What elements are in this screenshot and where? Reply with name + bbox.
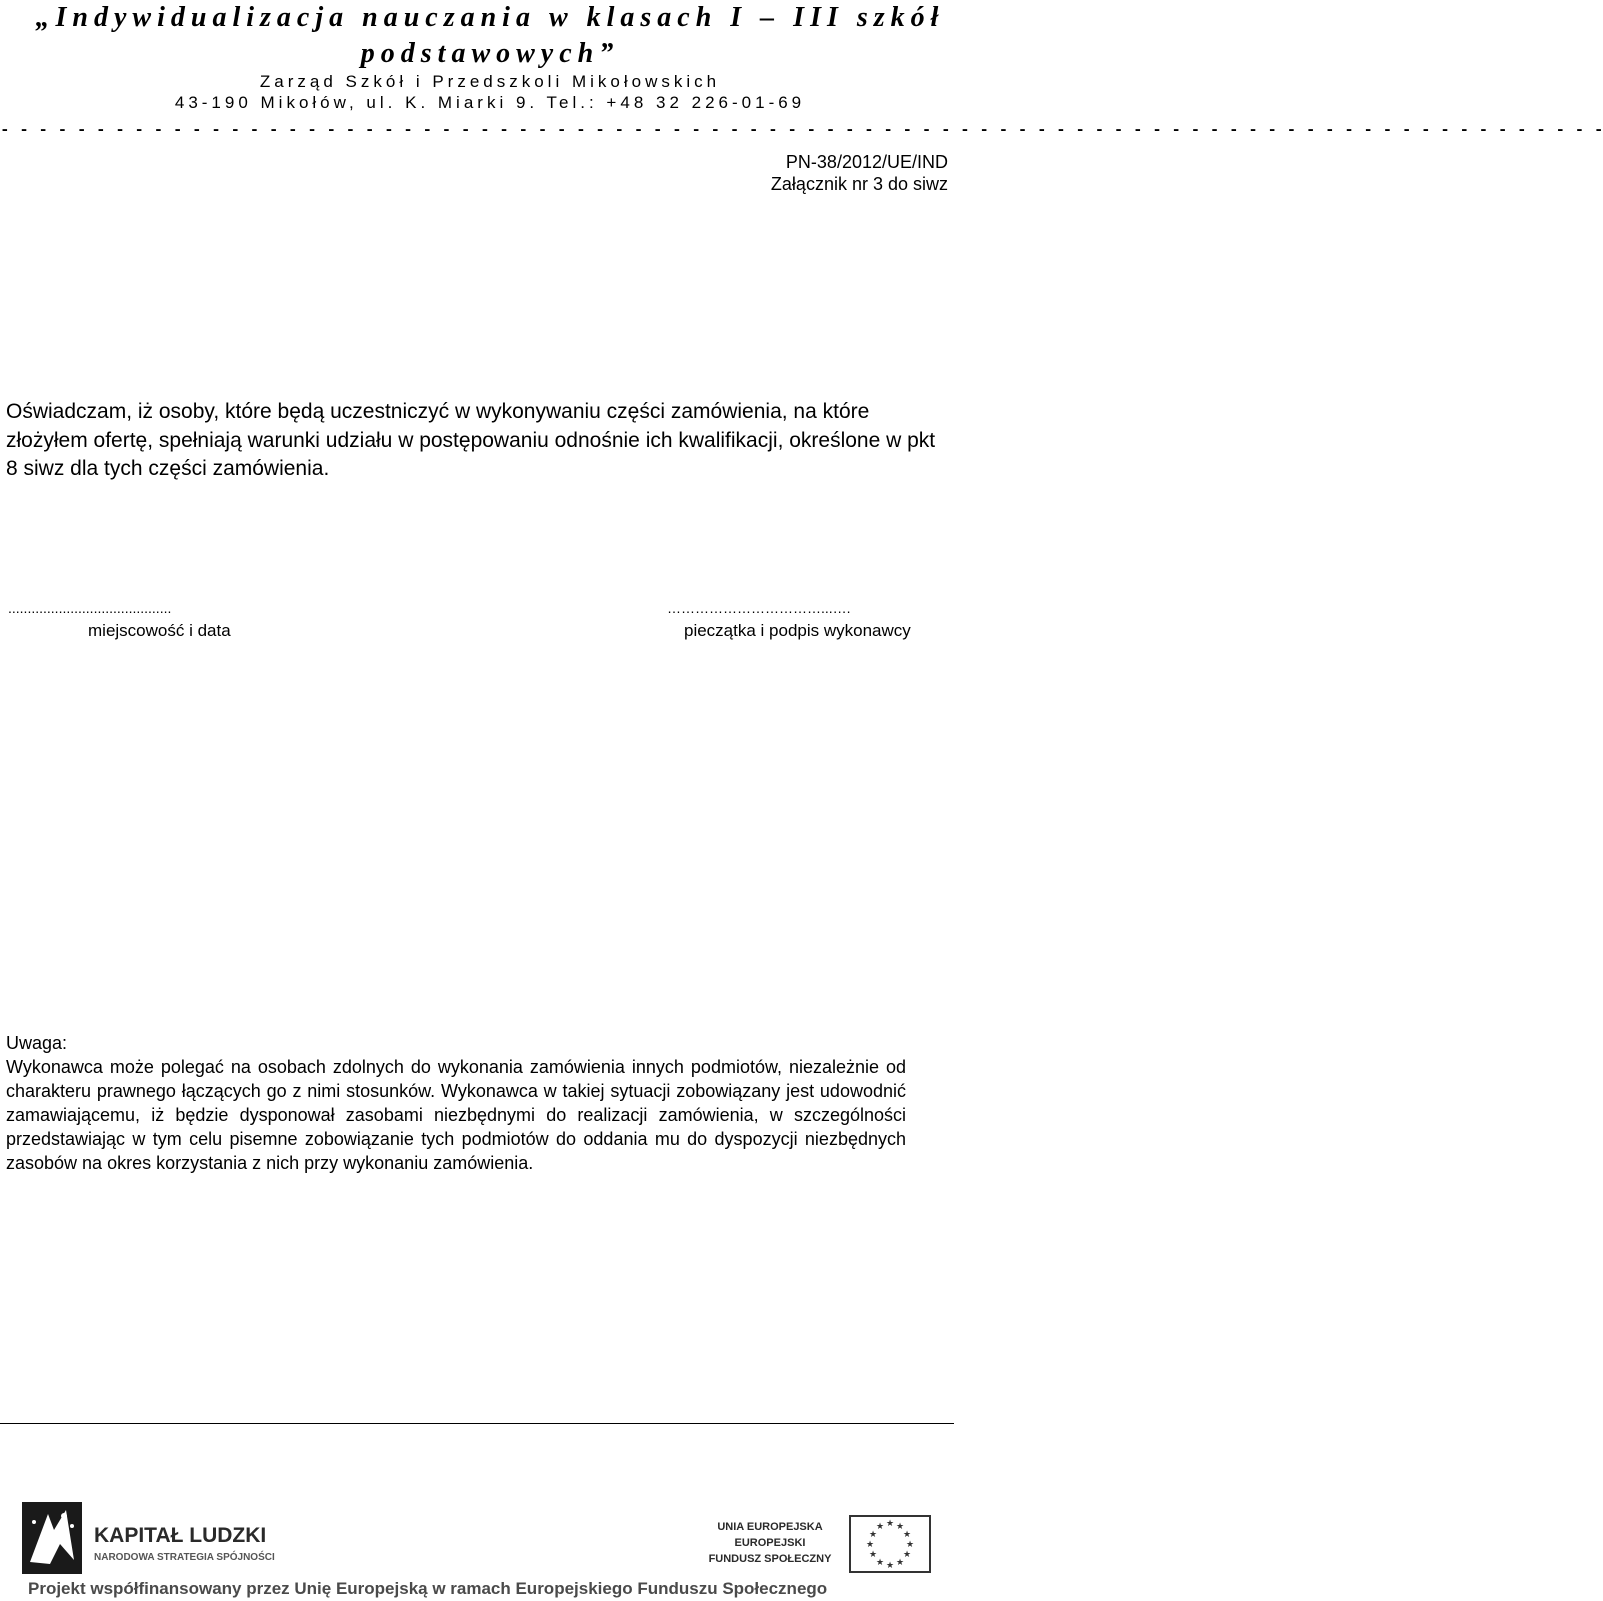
- eu-logo-line2: EUROPEJSKI: [734, 1537, 806, 1549]
- svg-text:★: ★: [868, 1550, 878, 1560]
- kl-logo-text: KAPITAŁ LUDZKI: [94, 1524, 267, 1547]
- svg-text:★: ★: [875, 1522, 885, 1532]
- svg-text:★: ★: [885, 1561, 895, 1571]
- place-date-label: miejscowość i data: [88, 621, 231, 640]
- svg-text:★: ★: [895, 1558, 905, 1568]
- project-title-line1: „Indywidualizacja nauczania w klasach I – III szkół: [35, 2, 945, 33]
- project-title: [30, 0, 950, 72]
- svg-text:★: ★: [868, 1530, 878, 1540]
- eu-logo-line3: FUNDUSZ SPOŁECZNY: [708, 1553, 832, 1565]
- declaration-text: Oświadczam, iż osoby, które będą uczestniczyć w wykonywaniu części zamówienia, na które złożyłem ofertę, spełniają warunki udziału w postępowaniu odnośnie ich kwalifikacji, określone w pkt 8 siwz dla tych części zamówienia.: [6, 400, 936, 480]
- svg-text:★: ★: [895, 1522, 905, 1532]
- kapital-ludzki-emblem-icon: [22, 1502, 82, 1574]
- svg-text:★: ★: [875, 1558, 885, 1568]
- svg-text:★: ★: [902, 1550, 912, 1560]
- signature-label: pieczątka i podpis wykonawcy: [684, 621, 911, 640]
- organization-address: 43-190 Mikołów, ul. K. Miarki 9. Tel.: +48 32 226-01-69: [174, 93, 806, 112]
- project-title-line2: podstawowych”: [360, 38, 620, 69]
- note-body: Wykonawca może polegać na osobach zdolnych do wykonania zamówienia innych podmiotów, niezależnie od charakteru prawnego łączących go z nimi stosunków. Wykonawca w takiej sytuacji zobowiązany jest udowodnić zamawiającemu, iż będzie dysponował zasobami niezbędnymi do realizacji zamówienia, w szczególności przedstawiając w tym celu pisemne zobowiązanie tych podmiotów do oddania mu do dyspozycji niezbędnych zasobów na okres korzystania z nich przy wykonaniu zamówienia.: [6, 1057, 906, 1173]
- eu-logo-line1: UNIA EUROPEJSKA: [717, 1521, 823, 1533]
- svg-text:★: ★: [865, 1540, 875, 1550]
- footer-divider: [0, 1423, 954, 1424]
- kapital-ludzki-logo: [20, 1500, 320, 1576]
- organization-name: Zarząd Szkół i Przedszkoli Mikołowskich: [259, 72, 721, 91]
- attachment-label: Załącznik nr 3 do siwz: [770, 174, 948, 194]
- note-title: Uwaga:: [6, 1033, 68, 1053]
- signature-line: ……………………………...….: [667, 600, 851, 616]
- place-date-line: ..........................................: [8, 600, 172, 616]
- svg-text:★: ★: [902, 1530, 912, 1540]
- header-separator: - - - - - - - - - - - - - - - - - - - - - - - - - - - - - - - - - - - - - - - - - - - - - - - - - - - - - - - - - - - - - - - - - - - - - - - - - - - - - - - - - - - -: [0, 121, 1603, 139]
- eu-efs-logo: [700, 1512, 950, 1578]
- eu-flag-icon: [850, 1516, 930, 1572]
- kl-logo-subtext: NARODOWA STRATEGIA SPÓJNOŚCI: [94, 1552, 275, 1563]
- reference-number: PN-38/2012/UE/IND: [785, 152, 948, 172]
- svg-text:★: ★: [905, 1540, 915, 1550]
- svg-text:★: ★: [885, 1519, 895, 1529]
- cofinancing-banner: Projekt współfinansowany przez Unię Europejską w ramach Europejskiego Funduszu Społecznego: [28, 1579, 828, 1598]
